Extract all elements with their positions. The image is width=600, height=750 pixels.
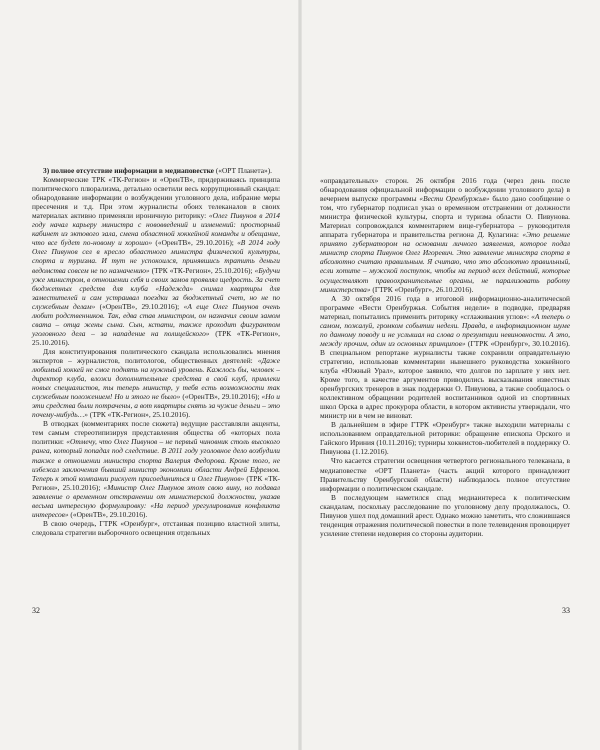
- paragraph: [32, 175, 280, 347]
- page-number-right: 33: [562, 606, 570, 615]
- body-text: («ОренТВ», 29.10.2016).: [68, 509, 148, 519]
- body-text: (ТРК «ТК-Регион», 25.10.2016);: [32, 473, 281, 492]
- body-text: («ОренТВ», 29.10.2016);: [152, 238, 238, 248]
- paragraph: [320, 456, 570, 492]
- body-text: (ТРК «ТК-Регион», 25.10.2016);: [149, 265, 255, 275]
- body-text: В последующем наметился спад медиаинтереса к политическим скандалам, поскольку расследование по уголовному делу продолжалось, О. Пивунов ушел под домашний арест. Однако можно заметить, что сложившаяся тенденция отражения политической повестки в поле телевидения провоцирует усиление степени недоверия со стороны аудитории.: [320, 492, 570, 538]
- quote-text: «Вести Оренбуржья»: [419, 194, 490, 204]
- body-text: Для конституирования политического скандала использовались мнения экспертов – журналистов, политологов, общественных деятелей:: [32, 346, 280, 365]
- left-page: [0, 0, 298, 750]
- body-text: («ОренТВ», 29.10.2016);: [180, 392, 262, 402]
- body-text: «оправдательных» сторон. 26 октября 2016 года (через день после обнародования официальной информации о возбуждении уголовного дела) в вечернем выпуске программы: [320, 176, 570, 204]
- quote-text: «Но и эти средства были потрачены, а вот квартиры снять за чужие деньги – это почему-нибудь…»: [32, 392, 280, 420]
- body-text: В дальнейшем в эфире ГТРК «Оренбург» также выходили материалы с использованием оправдательной риторики: обращение епископа Орского и Гайского Ириния (10.11.2016); турниры хоккеистов-любителей в поддержку О. Пивунова (1.12.2016).: [320, 420, 570, 457]
- right-page: [302, 0, 600, 750]
- paragraph: [32, 419, 280, 519]
- body-text: В отводках (комментариях после сюжета) ведущие расставляли акценты, тем самым стереотипизируя представления общества об «которых пола политики:: [32, 419, 280, 447]
- body-text: Что касается стратегии освещения четвертого регионального телеканала, в медиаповестке «ОРТ Планета» (часть акций которого принадлежит Правительству Оренбургской области) наблюдалось полное отсутствие информации о политическом скандале.: [320, 456, 570, 493]
- body-text: («ОренТВ», 29.10.2016);: [95, 301, 184, 311]
- paragraph: [32, 519, 280, 537]
- paragraph: [320, 420, 570, 456]
- bold-text: 3) полное отсутствие информации в медиаповестке: [43, 166, 214, 175]
- right-page-text: [320, 176, 570, 538]
- body-text: (ГТРК «Оренбург», 30.10.2016). В специальном репортаже журналисты также сохранили оправдательную стратегию, использовав комментарии нынешнего руководства хоккейного клуба «Южный Урал», которое заявило, что долгов по зарплате у них нет. Кроме того, в качестве аргументов приводились высказывания известных оренбургских тренеров в знак поддержки О. Пивунова, а также сообщалось о коллективном обращении родителей воспитанников одной из спортивных школ Орска в адрес прокурора области, в котором активисты утверждали, что министр ни в чем не виноват.: [320, 338, 570, 421]
- body-text: Коммерческие ТРК «ТК-Регион» и «ОренТВ», придерживаясь принципа политического плюрализма, детально осветили весь коррупционный скандал: обнародование информации о возбуждении уголовного дела, избрание меры пресечения и т.д. При этом журналисты обоих телеканалов в своих материалах активно применяли ироничную риторику:: [32, 175, 280, 221]
- body-text: (ТРК «ТК-Регион», 25.10.2016).: [87, 410, 191, 420]
- body-text: (ГТРК «Оренбург», 26.10.2016).: [370, 284, 474, 294]
- quote-text: «Министр Олег Пивунов этот свою вину, но подавал заявление о временном отстранении от министерской должности, указав весьма интересную формулировку: «На период урегулирования конфликта интересов»: [32, 482, 280, 519]
- quote-text: «Даже любимый хоккей не смог поднять на нужный уровень. Кажлось бы, человек – директор клуба, вложи дополнительные средства в свой клуб, привлеки новых специалистов, ты теперь министр, у тебя есть возможности так служебным положением! Но и этого не было»: [32, 355, 280, 402]
- quote-text: «А еще Олег Пивунов очень любит родственников. Так, едва став министром, он назначил своим замом свата – отца жены сына. Сын, кстати, также проходит фигурантом уголовного дела – за нападение на полицейского»: [32, 301, 281, 338]
- quote-text: «Отмечу, что Олег Пивунов – не первый чиновник столь высокого ранга, который попадал под следствие. В 2011 году уголовное дело возбудили также в отношении министра спорта Валерия Федорова. Кроме того, не избежал заключения бывший министр экономики области Андрей Ефремов. Теперь к этой компании рискует присоединиться и Олег Пивунов»: [32, 437, 281, 483]
- paragraph: [32, 347, 280, 419]
- left-page-text: [32, 166, 280, 537]
- paragraph: [320, 176, 570, 294]
- paragraph: [320, 294, 570, 421]
- paragraph: [32, 166, 280, 175]
- quote-text: «В 2014 году Олег Пивунов сел в кресло областного министра физической культуры, спорта и туризма. И тут не успокоился, принявшись тратить деньги ведомства совсем не по назначению»: [32, 238, 280, 275]
- paragraph: [320, 493, 570, 538]
- body-text: («ОРТ Планета»).: [213, 166, 273, 175]
- quote-text: «Олег Пивунов в 2014 году начал карьеру министра с нововведений и изменений: просторный кабинет из эктового зала, смена областной хоккейной команды и обещание, что все будет по-новому и хорошо»: [32, 211, 280, 248]
- body-text: было дано сообщение о том, что губернатор подписал указ о временном отстранении от должности министра физической культуры, спорта и туризма области О. Пивунова. Материал сопровождался комментарием вице-губернатора – руководителя аппарата губернатора и правительства региона Д. Кулагина:: [320, 194, 571, 240]
- quote-text: «Это решение принято губернатором на основании личного заявления, которое подал министр спорта Пивунов Олег Игоревич. Это заявление министра спорта я абсолютно считаю правильным. Я считаю, что это абсолютно правильный, если хотите – мужской поступок, чтобы на период всех действий, которые осуществляют правоохранительные органы, не парализовать работу министерства»: [320, 230, 570, 294]
- body-text: (ТРК «ТК-Регион», 25.10.2016).: [32, 328, 280, 347]
- quote-text: «Будучи уже министром, в отношении себя и своих замов проявлял щедрость. За счет бюджетных средств для клуба «Надежда» снимал квартиры для заместителей и сам устраивал поездки за бюджетный счет, но не по служебным делам»: [32, 265, 280, 311]
- body-text: А 30 октября 2016 года в итоговой информационно-аналитической программе «Вести Оренбуржья. События недели» в подводке, предваряя материал, попытались применить риторику «сглаживания углов»:: [320, 293, 570, 321]
- quote-text: «А теперь о самом, пожалуй, громком событии недели. Правда, в информационном шуме по данному поводу и не услышал на слова о презумпции невиновности. А это, между прочим, один из основных принципов»: [320, 311, 570, 348]
- page-number-left: 32: [32, 606, 40, 615]
- body-text: В свою очередь, ГТРК «Оренбург», отстаивая позицию властной элиты, следовала стратегии выборочного освещения отдельных: [32, 518, 280, 537]
